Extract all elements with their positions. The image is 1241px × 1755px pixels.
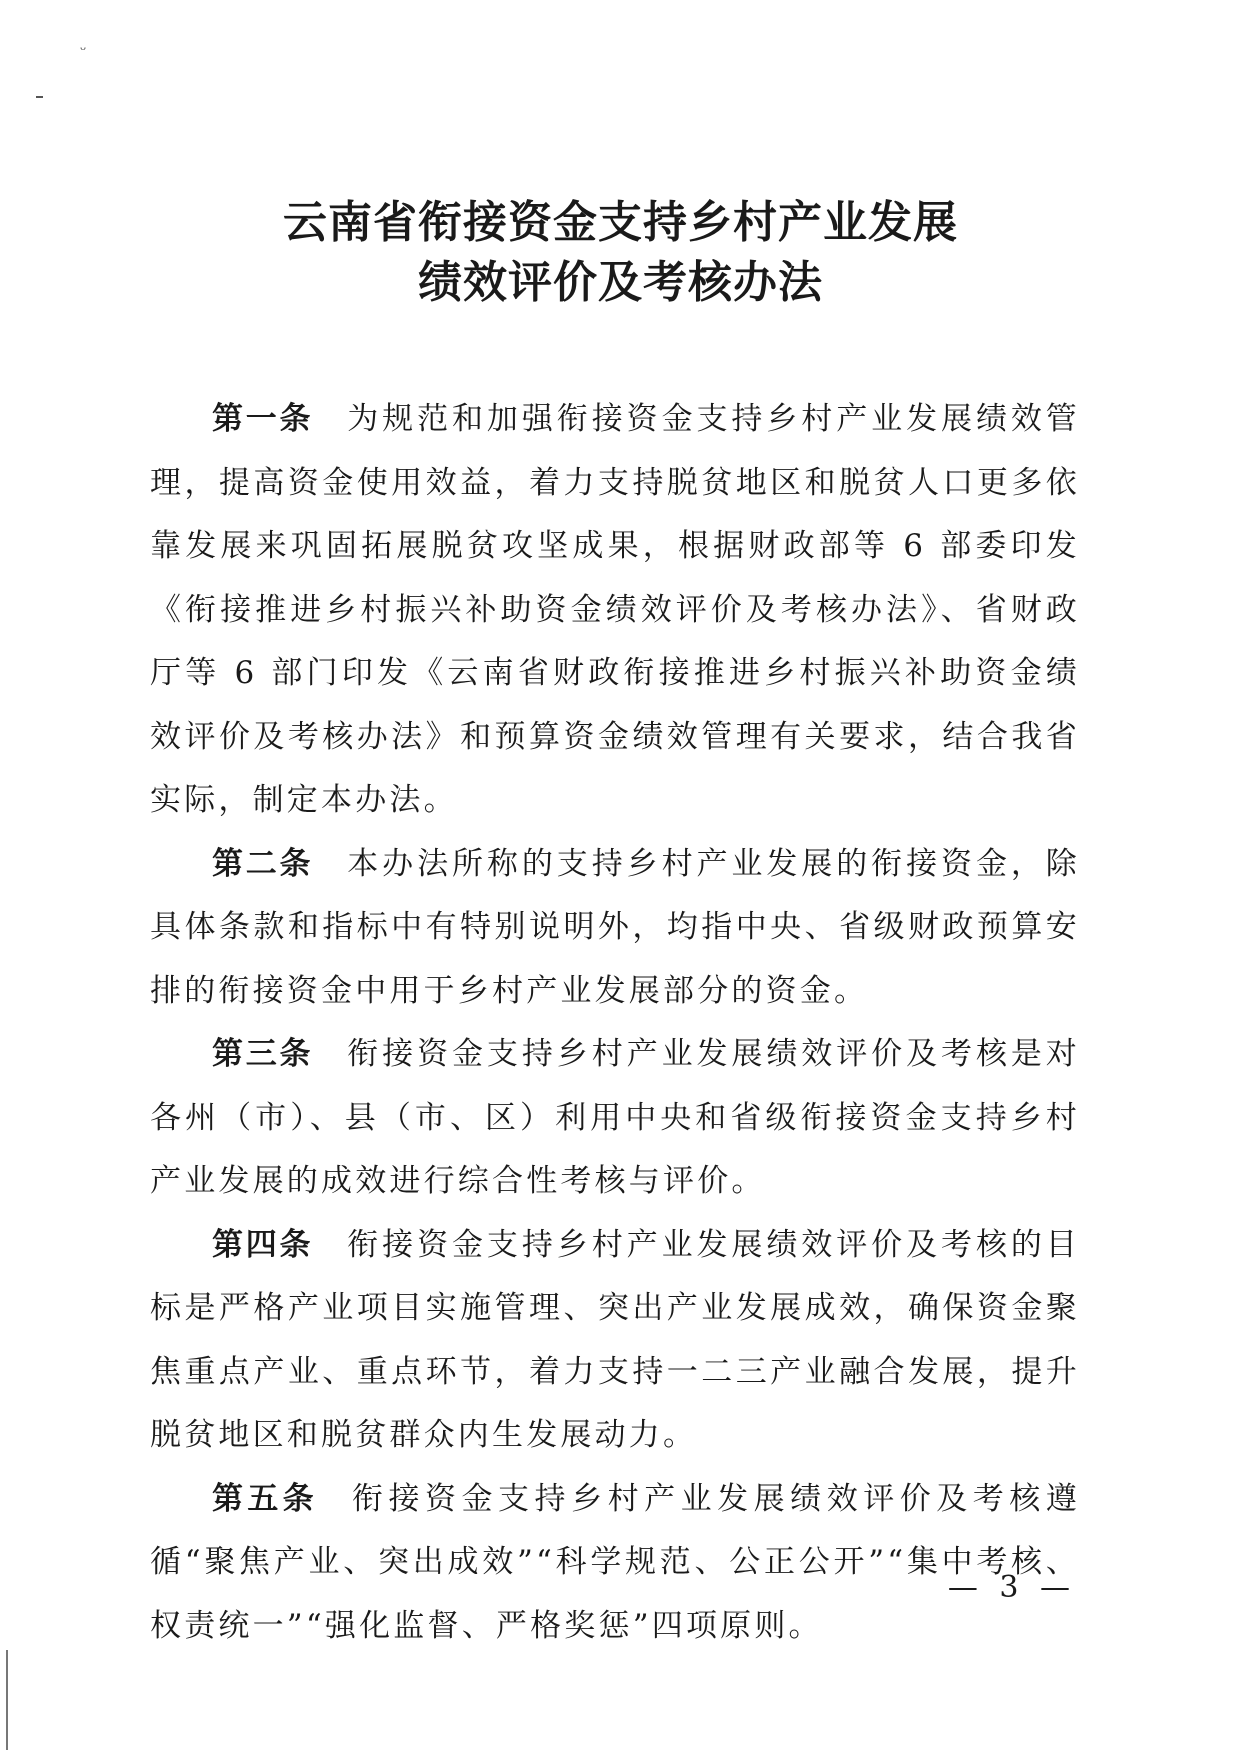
scan-artifact (6, 1650, 8, 1750)
article-text: 衔接资金支持乡村产业发展绩效评价及考核遵循“聚焦产业、突出成效”“科学规范、公正公开”“集中考核、权责统一”“强化监督、严格奖惩”四项原则。 (150, 1480, 1081, 1644)
article-text: 衔接资金支持乡村产业发展绩效评价及考核是对各州（市）、县（市、区）利用中央和省级衔接资金支持乡村产业发展的成效进行综合性考核与评价。 (150, 1036, 1081, 1199)
article-text: 为规范和加强衔接资金支持乡村产业发展绩效管理，提高资金使用效益，着力支持脱贫地区和脱贫人口更多依靠发展来巩固拓展脱贫攻坚成果，根据财政部等 6 部委印发《衔接推进乡村振兴补助资金绩效评价及考核办法》、省财政厅等 6 部门印发《云南省财政衔接推进乡村振兴补助资金绩效评价及考核办法》和预算资金绩效管理有关要求，结合我省实际，制定本办法。 (150, 401, 1081, 818)
article-label: 第二条 (212, 845, 314, 882)
article-label: 第三条 (212, 1036, 314, 1072)
article-text: 本办法所称的支持乡村产业发展的衔接资金，除具体条款和指标中有特别说明外，均指中央、省级财政预算安排的衔接资金中用于乡村产业发展部分的资金。 (150, 845, 1081, 1009)
article-text: 衔接资金支持乡村产业发展绩效评价及考核的目标是严格产业项目实施管理、突出产业发展成效，确保资金聚焦重点产业、重点环节，着力支持一二三产业融合发展，提升脱贫地区和脱贫群众内生发展动力。 (150, 1226, 1081, 1453)
article-label: 第一条 (212, 401, 314, 437)
article-paragraph (150, 1468, 1080, 1659)
document-body (150, 388, 1080, 1658)
document-title-line-2: 绩效评价及考核办法 (418, 257, 823, 308)
article-paragraph (150, 388, 1080, 833)
article-label: 第五条 (212, 1480, 318, 1517)
scan-artifact (36, 96, 43, 98)
document-title-line-1: 云南省衔接资金支持乡村产业发展 (283, 197, 958, 248)
page-number: — 3 — (947, 1570, 1076, 1605)
article-paragraph (150, 833, 1080, 1024)
article-label: 第四条 (212, 1226, 314, 1263)
article-paragraph (150, 1214, 1080, 1468)
article-paragraph (150, 1023, 1080, 1214)
scan-artifact: ᵕ (80, 40, 87, 59)
